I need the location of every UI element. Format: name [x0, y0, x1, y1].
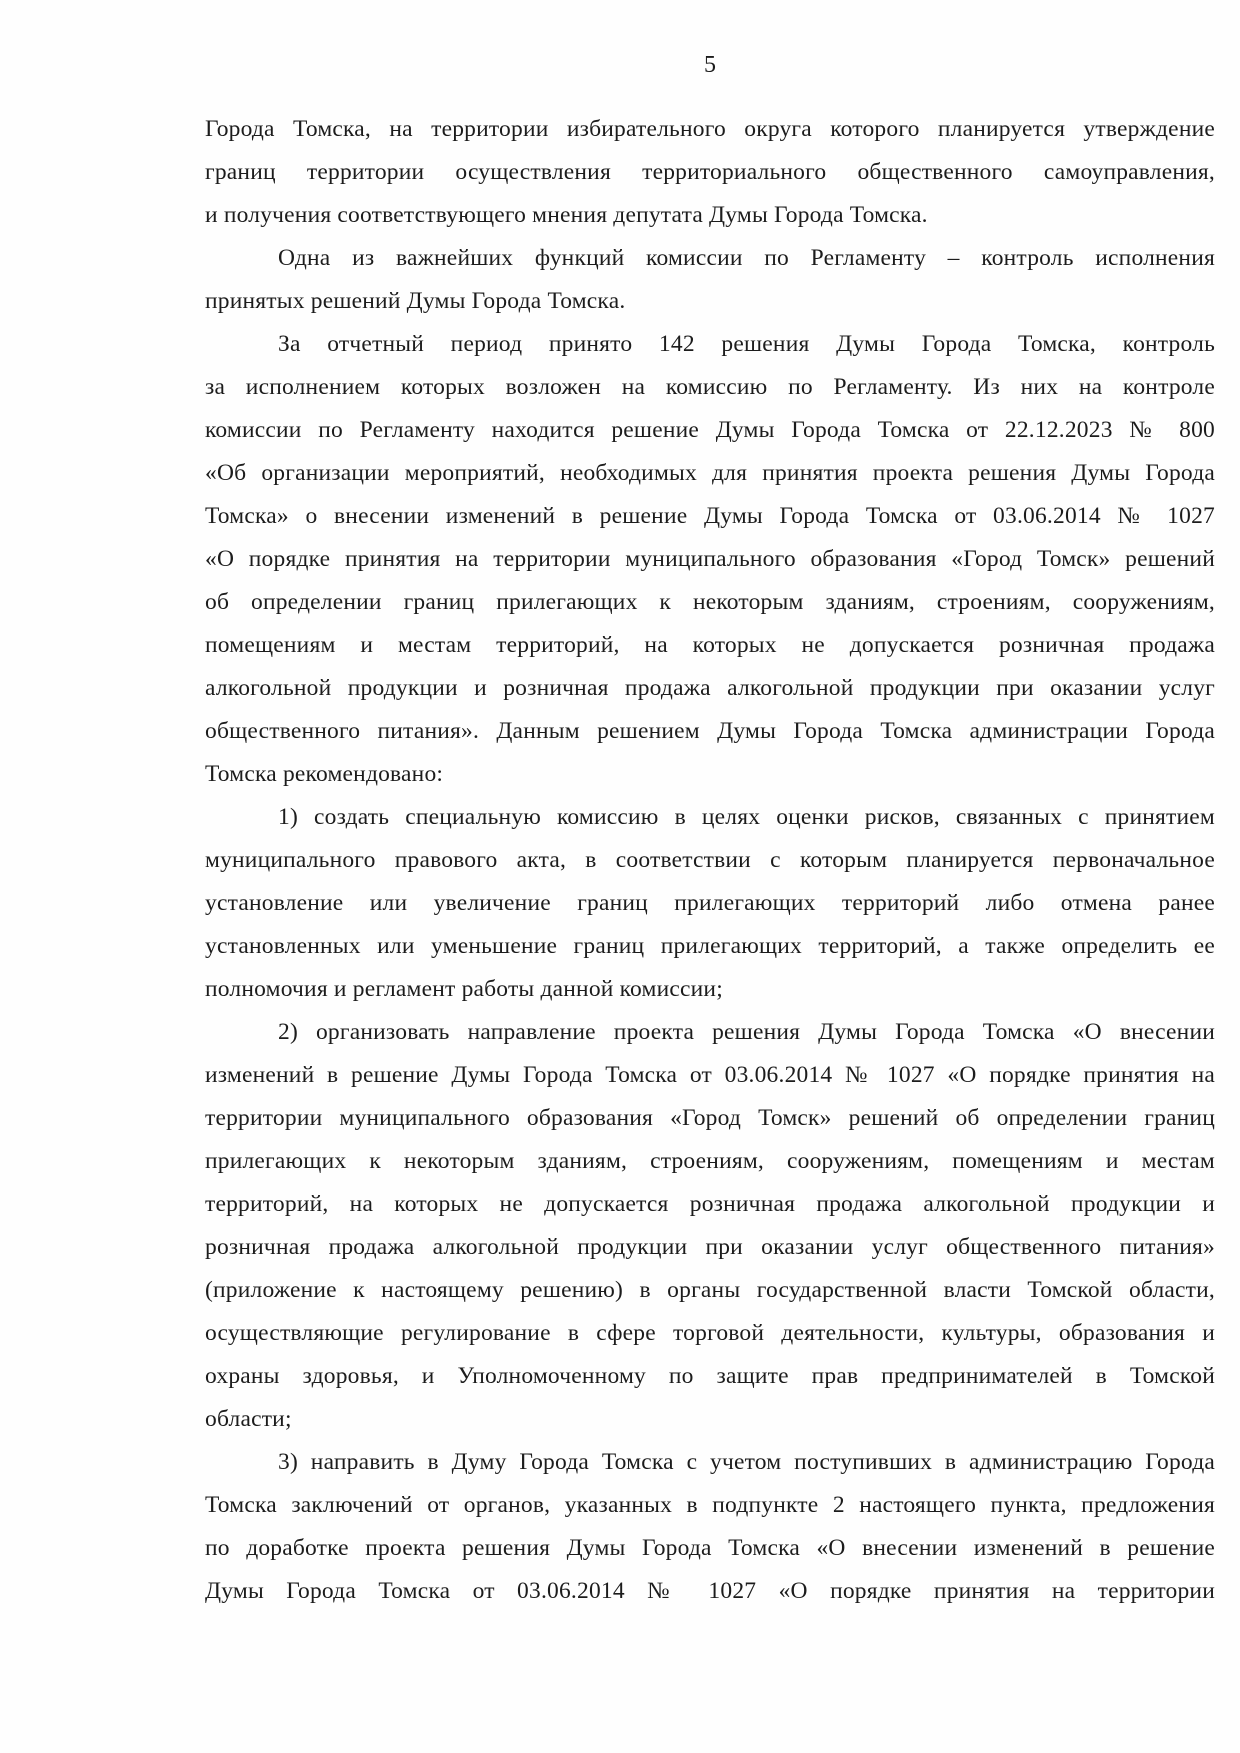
text-line: осуществляющие регулирование в сфере торговой деятельности, культуры, образования и — [205, 1320, 1215, 1346]
text-line: охраны здоровья, и Уполномоченному по защите прав предпринимателей в Томской — [205, 1363, 1215, 1389]
text-line: комиссии по Регламенту находится решение Думы Города Томска от 22.12.2023 № 800 — [205, 417, 1215, 443]
text-line: за исполнением которых возложен на комиссию по Регламенту. Из них на контроле — [205, 374, 1215, 400]
text-line: области; — [205, 1406, 292, 1432]
text-line: Томска рекомендовано: — [205, 761, 444, 787]
text-line: (приложение к настоящему решению) в органы государственной власти Томской области, — [205, 1277, 1215, 1303]
paragraph — [205, 796, 1215, 1011]
paragraph — [205, 237, 1215, 323]
text-line: алкогольной продукции и розничная продажа алкогольной продукции при оказании услуг — [205, 675, 1215, 701]
text-line: муниципального правового акта, в соответствии с которым планируется первоначальное — [205, 847, 1215, 873]
text-line: по доработке проекта решения Думы Города Томска «О внесении изменений в решение — [205, 1535, 1215, 1561]
text-line: «О порядке принятия на территории муниципального образования «Город Томск» решений — [205, 546, 1215, 572]
text-line: установление или увеличение границ прилегающих территорий либо отмена ранее — [205, 890, 1215, 916]
text-line: Томска» о внесении изменений в решение Думы Города Томска от 03.06.2014 № 1027 — [205, 503, 1215, 529]
paragraph — [205, 1441, 1215, 1613]
text-line: об определении границ прилегающих к некоторым зданиям, строениям, сооружениям, — [205, 589, 1215, 615]
text-line: За отчетный период принято 142 решения Думы Города Томска, контроль — [278, 331, 1215, 357]
text-line: 3) направить в Думу Города Томска с учетом поступивших в администрацию Города — [278, 1449, 1215, 1475]
text-line: Одна из важнейших функций комиссии по Регламенту – контроль исполнения — [278, 245, 1215, 271]
text-line: помещениям и местам территорий, на которых не допускается розничная продажа — [205, 632, 1215, 658]
text-line: 1) создать специальную комиссию в целях оценки рисков, связанных с принятием — [278, 804, 1215, 830]
text-line: Томска заключений от органов, указанных в подпункте 2 настоящего пункта, предложения — [205, 1492, 1215, 1518]
text-line: общественного питания». Данным решением Думы Города Томска администрации Города — [205, 718, 1215, 744]
text-line: установленных или уменьшение границ прилегающих территорий, а также определить ее — [205, 933, 1215, 959]
text-line: территорий, на которых не допускается розничная продажа алкогольной продукции и — [205, 1191, 1215, 1217]
text-line: «Об организации мероприятий, необходимых для принятия проекта решения Думы Города — [205, 460, 1215, 486]
text-line: и получения соответствующего мнения депутата Думы Города Томска. — [205, 202, 928, 228]
paragraph — [205, 108, 1215, 237]
text-line: розничная продажа алкогольной продукции при оказании услуг общественного питания» — [205, 1234, 1215, 1260]
text-line: принятых решений Думы Города Томска. — [205, 288, 626, 314]
text-line: полномочия и регламент работы данной комиссии; — [205, 976, 723, 1002]
text-line: 2) организовать направление проекта решения Думы Города Томска «О внесении — [278, 1019, 1215, 1045]
paragraph — [205, 1011, 1215, 1441]
text-line: Города Томска, на территории избирательного округа которого планируется утверждение — [205, 116, 1215, 142]
page-number: 5 — [704, 52, 716, 78]
paragraph — [205, 323, 1215, 796]
text-line: Думы Города Томска от 03.06.2014 № 1027 «О порядке принятия на территории — [205, 1578, 1215, 1604]
text-line: границ территории осуществления территориального общественного самоуправления, — [205, 159, 1215, 185]
text-line: территории муниципального образования «Город Томск» решений об определении границ — [205, 1105, 1215, 1131]
text-line: прилегающих к некоторым зданиям, строениям, сооружениям, помещениям и местам — [205, 1148, 1215, 1174]
text-line: изменений в решение Думы Города Томска от 03.06.2014 № 1027 «О порядке принятия на — [205, 1062, 1215, 1088]
document-body — [205, 108, 1215, 1613]
